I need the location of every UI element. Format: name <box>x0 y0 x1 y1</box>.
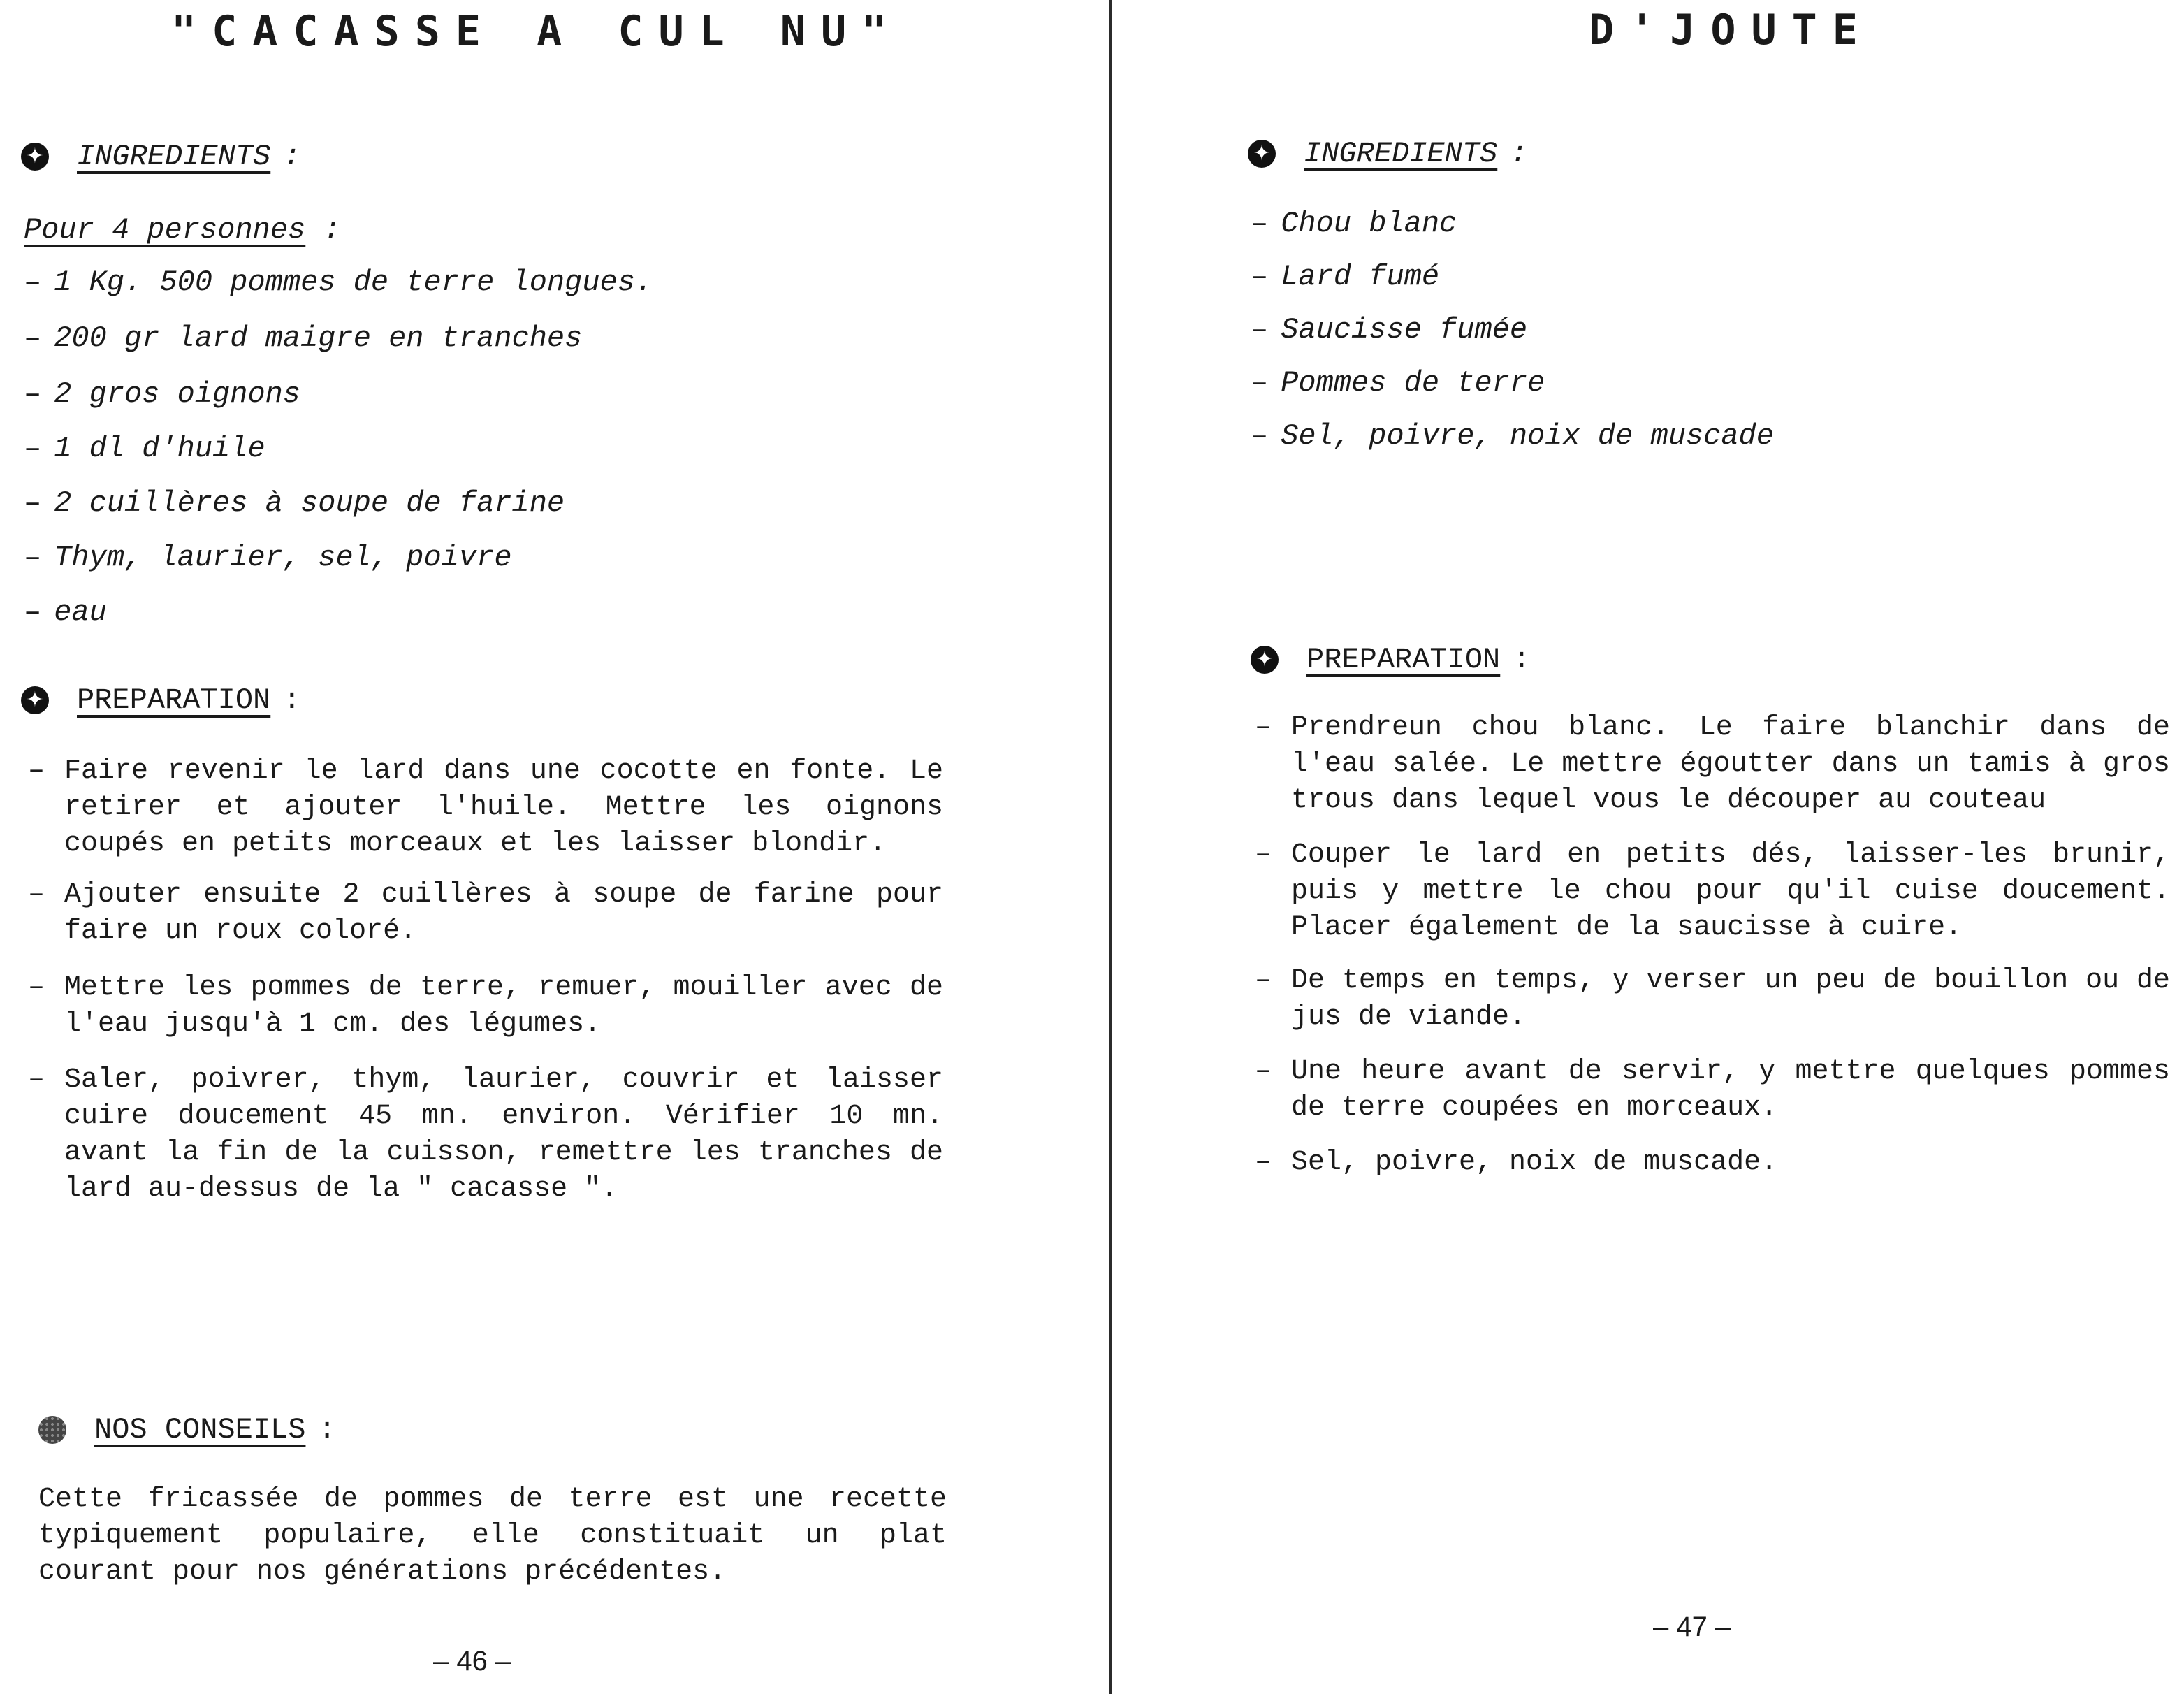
ingredient-item: – Lard fumé <box>1251 260 1440 294</box>
page-number: – 47 – <box>1653 1612 1731 1642</box>
preparation-step: – Prendreun chou blanc. Le faire blanchir dans de l'eau salée. Le mettre égoutter dans un tamis à gros trous dans lequel vous le découper au couteau <box>1255 712 2170 816</box>
ingredients-heading: ✦ INGREDIENTS : <box>1248 137 1527 171</box>
star-bullet-icon: ✦ <box>1248 140 1276 168</box>
ingredient-item: – Chou blanc <box>1251 207 1457 240</box>
preparation-step: – De temps en temps, y verser un peu de bouillon ou de jus de viande. <box>1255 965 2170 1033</box>
ingredient-item: – 200 gr lard maigre en tranches <box>24 321 583 355</box>
preparation-heading: ✦ PREPARATION : <box>1251 643 1530 676</box>
advice-heading: NOS CONSEILS : <box>38 1413 336 1447</box>
star-bullet-icon: ✦ <box>1251 646 1279 674</box>
page-divider <box>1109 0 1112 1694</box>
ingredient-item: – 2 gros oignons <box>24 377 301 411</box>
preparation-step: – Saler, poivrer, thym, laurier, couvrir et laisser cuire doucement 45 mn. environ. Vérifier 10 mn. avant la fin de la cuisson, remettre les tranches de lard au-dessus de la " cacasse ". <box>28 1064 943 1205</box>
ingredient-item: – Thym, laurier, sel, poivre <box>24 541 512 574</box>
advice-text: Cette fricassée de pommes de terre est une recette typiquement populaire, elle constituait un plat courant pour nos générations précédentes. <box>38 1484 947 1588</box>
ingredients-heading-label: INGREDIENTS <box>77 140 271 173</box>
page-number: – 46 – <box>433 1646 511 1677</box>
ingredient-item: – 2 cuillères à soupe de farine <box>24 486 565 520</box>
recipe-title: D'JOUTE <box>1589 6 1873 55</box>
ingredient-item: – 1 Kg. 500 pommes de terre longues. <box>24 266 653 299</box>
dotted-bullet-icon <box>38 1416 66 1444</box>
preparation-heading: ✦ PREPARATION : <box>21 683 300 717</box>
star-bullet-icon: ✦ <box>21 686 49 714</box>
right-page <box>1115 0 2184 1694</box>
preparation-step: – Une heure avant de servir, y mettre quelques pommes de terre coupées en morceaux. <box>1255 1056 2170 1124</box>
recipe-title: "CACASSE A CUL NU" <box>171 7 903 56</box>
servings-label: Pour 4 personnes : <box>24 213 341 247</box>
ingredient-item: – Sel, poivre, noix de muscade <box>1251 419 1774 453</box>
preparation-step: – Sel, poivre, noix de muscade. <box>1255 1147 1778 1178</box>
preparation-heading-label: PREPARATION <box>1306 643 1501 676</box>
ingredient-item: – Pommes de terre <box>1251 366 1545 400</box>
ingredient-item: – eau <box>24 595 107 629</box>
preparation-step: – Couper le lard en petits dés, laisser-les brunir, puis y mettre le chou pour qu'il cuise doucement. Placer également de la saucisse à cuire. <box>1255 839 2170 943</box>
ingredient-item: – Saucisse fumée <box>1251 313 1528 347</box>
preparation-step: – Faire revenir le lard dans une cocotte en fonte. Le retirer et ajouter l'huile. Mettre les oignons coupés en petits morceaux et les laisser blondir. <box>28 755 943 860</box>
preparation-step: – Mettre les pommes de terre, remuer, mouiller avec de l'eau jusqu'à 1 cm. des légumes. <box>28 972 943 1040</box>
preparation-heading-label: PREPARATION <box>77 683 271 717</box>
ingredients-heading: ✦ INGREDIENTS : <box>21 140 300 173</box>
ingredients-heading-label: INGREDIENTS <box>1304 137 1498 171</box>
advice-heading-label: NOS CONSEILS <box>94 1413 306 1447</box>
preparation-step: – Ajouter ensuite 2 cuillères à soupe de farine pour faire un roux coloré. <box>28 879 943 947</box>
star-bullet-icon: ✦ <box>21 143 49 171</box>
ingredient-item: – 1 dl d'huile <box>24 432 265 465</box>
